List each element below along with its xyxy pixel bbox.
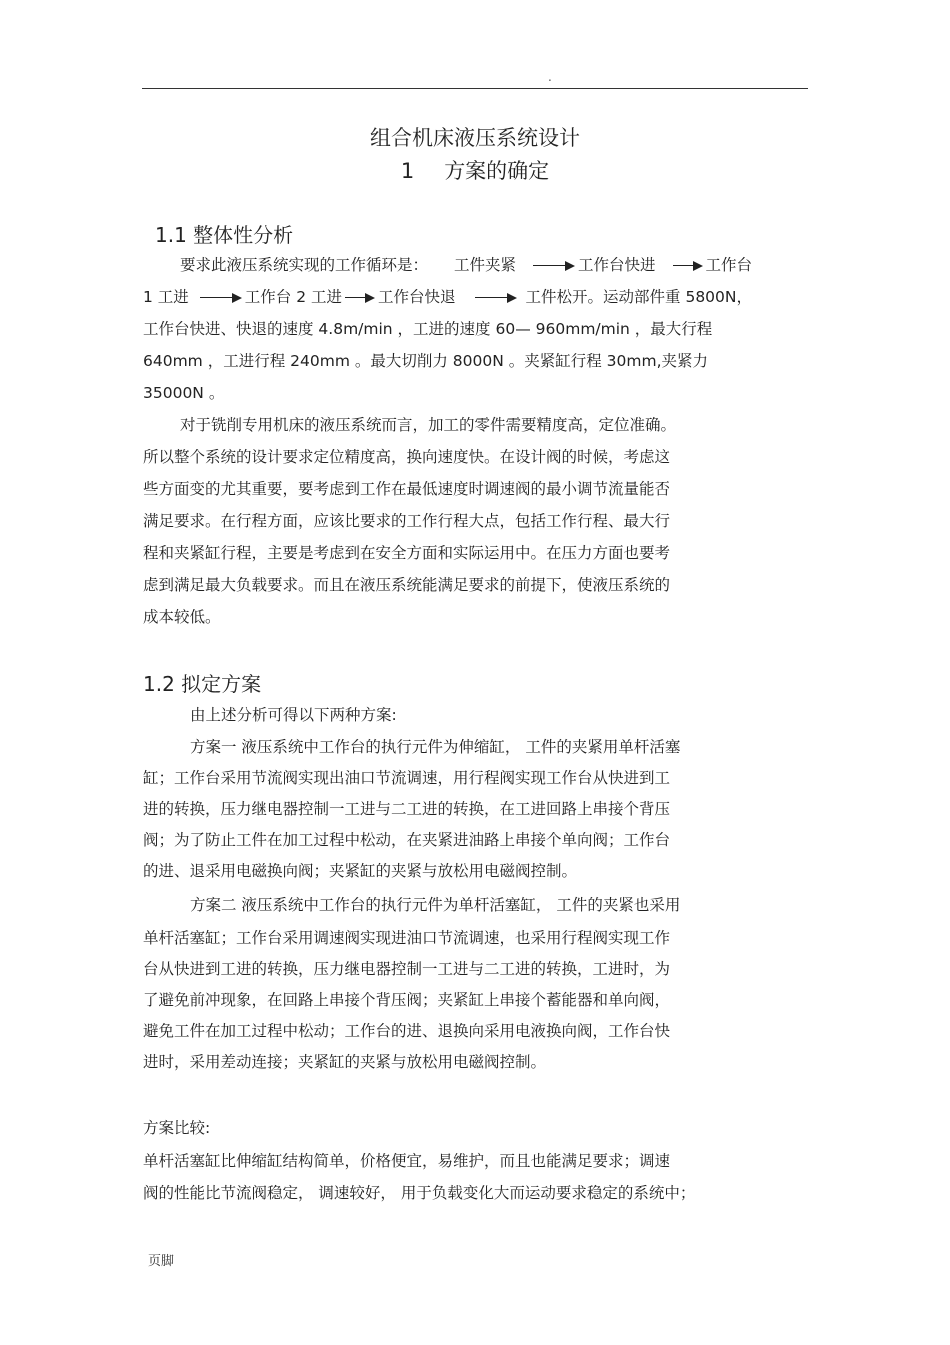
arrow-icon [533,261,575,271]
s11-l2-step4: 工件松开。运动部件重 5800N， [525,288,753,306]
s11-l1-step2: 工作台快进 [578,256,656,274]
plan2-line: 了避免前冲现象，在回路上串接个背压阀；夹紧缸上串接个蓄能器和单向阀， [143,991,671,1009]
s11-line-5: 35000N 。 [143,384,225,402]
plan1-line: 进的转换，压力继电器控制一工进与二工进的转换，在工进回路上串接个背压 [143,800,671,818]
document-title: 组合机床液压系统设计 [370,126,580,150]
s11-para2-line: 些方面变的尤其重要，要考虑到工作在最低速度时调速阀的最小调节流量能否 [143,480,671,498]
s11-l1-step1: 工件夹紧 [454,256,517,274]
plan2-line: 方案二 液压系统中工作台的执行元件为单杆活塞缸， 工件的夹紧也采用 [190,896,681,914]
plan1-line: 方案一 液压系统中工作台的执行元件为伸缩缸， 工件的夹紧用单杆活塞 [190,738,681,756]
s11-line-2 [143,286,752,308]
s11-para2-line: 所以整个系统的设计要求定位精度高，换向速度快。在设计阀的时候，考虑这 [143,448,671,466]
plan2-line: 台从快进到工进的转换，压力继电器控制一工进与二工进的转换，工进时，为 [143,960,671,978]
section-heading-1-2: 1.2 拟定方案 [143,672,262,696]
s11-para2-line: 满足要求。在行程方面，应该比要求的工作行程大点，包括工作行程、最大行 [143,512,671,530]
s11-para2-line: 程和夹紧缸行程，主要是考虑到在安全方面和实际运用中。在压力方面也要考 [143,544,671,562]
chapter-heading [0,155,950,185]
arrow-icon [345,293,375,303]
plan2-line: 单杆活塞缸；工作台采用调速阀实现进油口节流调速，也采用行程阀实现工作 [143,929,671,947]
chapter-number: 1 [400,159,415,183]
s11-l2-step3: 工作台快退 [378,288,456,306]
s11-l1-step3: 工作台 [705,256,753,274]
plan2-line: 进时，采用差动连接；夹紧缸的夹紧与放松用电磁阀控制。 [143,1053,547,1071]
arrow-icon [475,293,517,303]
plan2-line: 避免工件在加工过程中松动；工作台的进、退换向采用电液换向阀，工作台快 [143,1022,671,1040]
s11-para2-line: 对于铣削专用机床的液压系统而言，加工的零件需要精度高，定位准确。 [180,416,677,434]
chapter-title: 方案的确定 [444,159,550,183]
s11-line-4: 640mm ，工进行程 240mm 。最大切削力 8000N 。夹紧缸行程 30mm,夹紧力 [143,352,709,370]
s11-para2-line: 成本较低。 [143,608,221,626]
header-rule [142,88,808,89]
s11-l2-step1: 1 工进 [143,288,189,306]
arrow-icon [200,293,242,303]
compare-line: 阀的性能比节流阀稳定， 调速较好， 用于负载变化大而运动要求稳定的系统中； [143,1184,696,1202]
s11-line-3: 工作台快进、快退的速度 4.8m/min ，工进的速度 60— 960mm/min ，最大行程 [143,320,713,338]
s11-l1-text: 要求此液压系统实现的工作循环是： [180,256,429,274]
section-heading-1-1: 1.1 整体性分析 [155,223,294,247]
s12-intro: 由上述分析可得以下两种方案: [190,706,397,724]
header-mark: . [548,70,552,84]
arrow-icon [673,261,703,271]
plan1-line: 的进、退采用电磁换向阀；夹紧缸的夹紧与放松用电磁阀控制。 [143,862,578,880]
plan1-line: 阀；为了防止工件在加工过程中松动，在夹紧进油路上串接个单向阀；工作台 [143,831,671,849]
page-footer: 页脚 [148,1254,175,1269]
s11-l2-step2: 工作台 2 工进 [244,288,343,306]
compare-line: 单杆活塞缸比伸缩缸结构简单，价格便宜，易维护，而且也能满足要求；调速 [143,1152,671,1170]
plan1-line: 缸；工作台采用节流阀实现出油口节流调速，用行程阀实现工作台从快进到工 [143,769,671,787]
s11-line-1 [180,254,752,276]
s11-para2-line: 虑到满足最大负载要求。而且在液压系统能满足要求的前提下，使液压系统的 [143,576,671,594]
compare-heading: 方案比较: [143,1119,211,1137]
